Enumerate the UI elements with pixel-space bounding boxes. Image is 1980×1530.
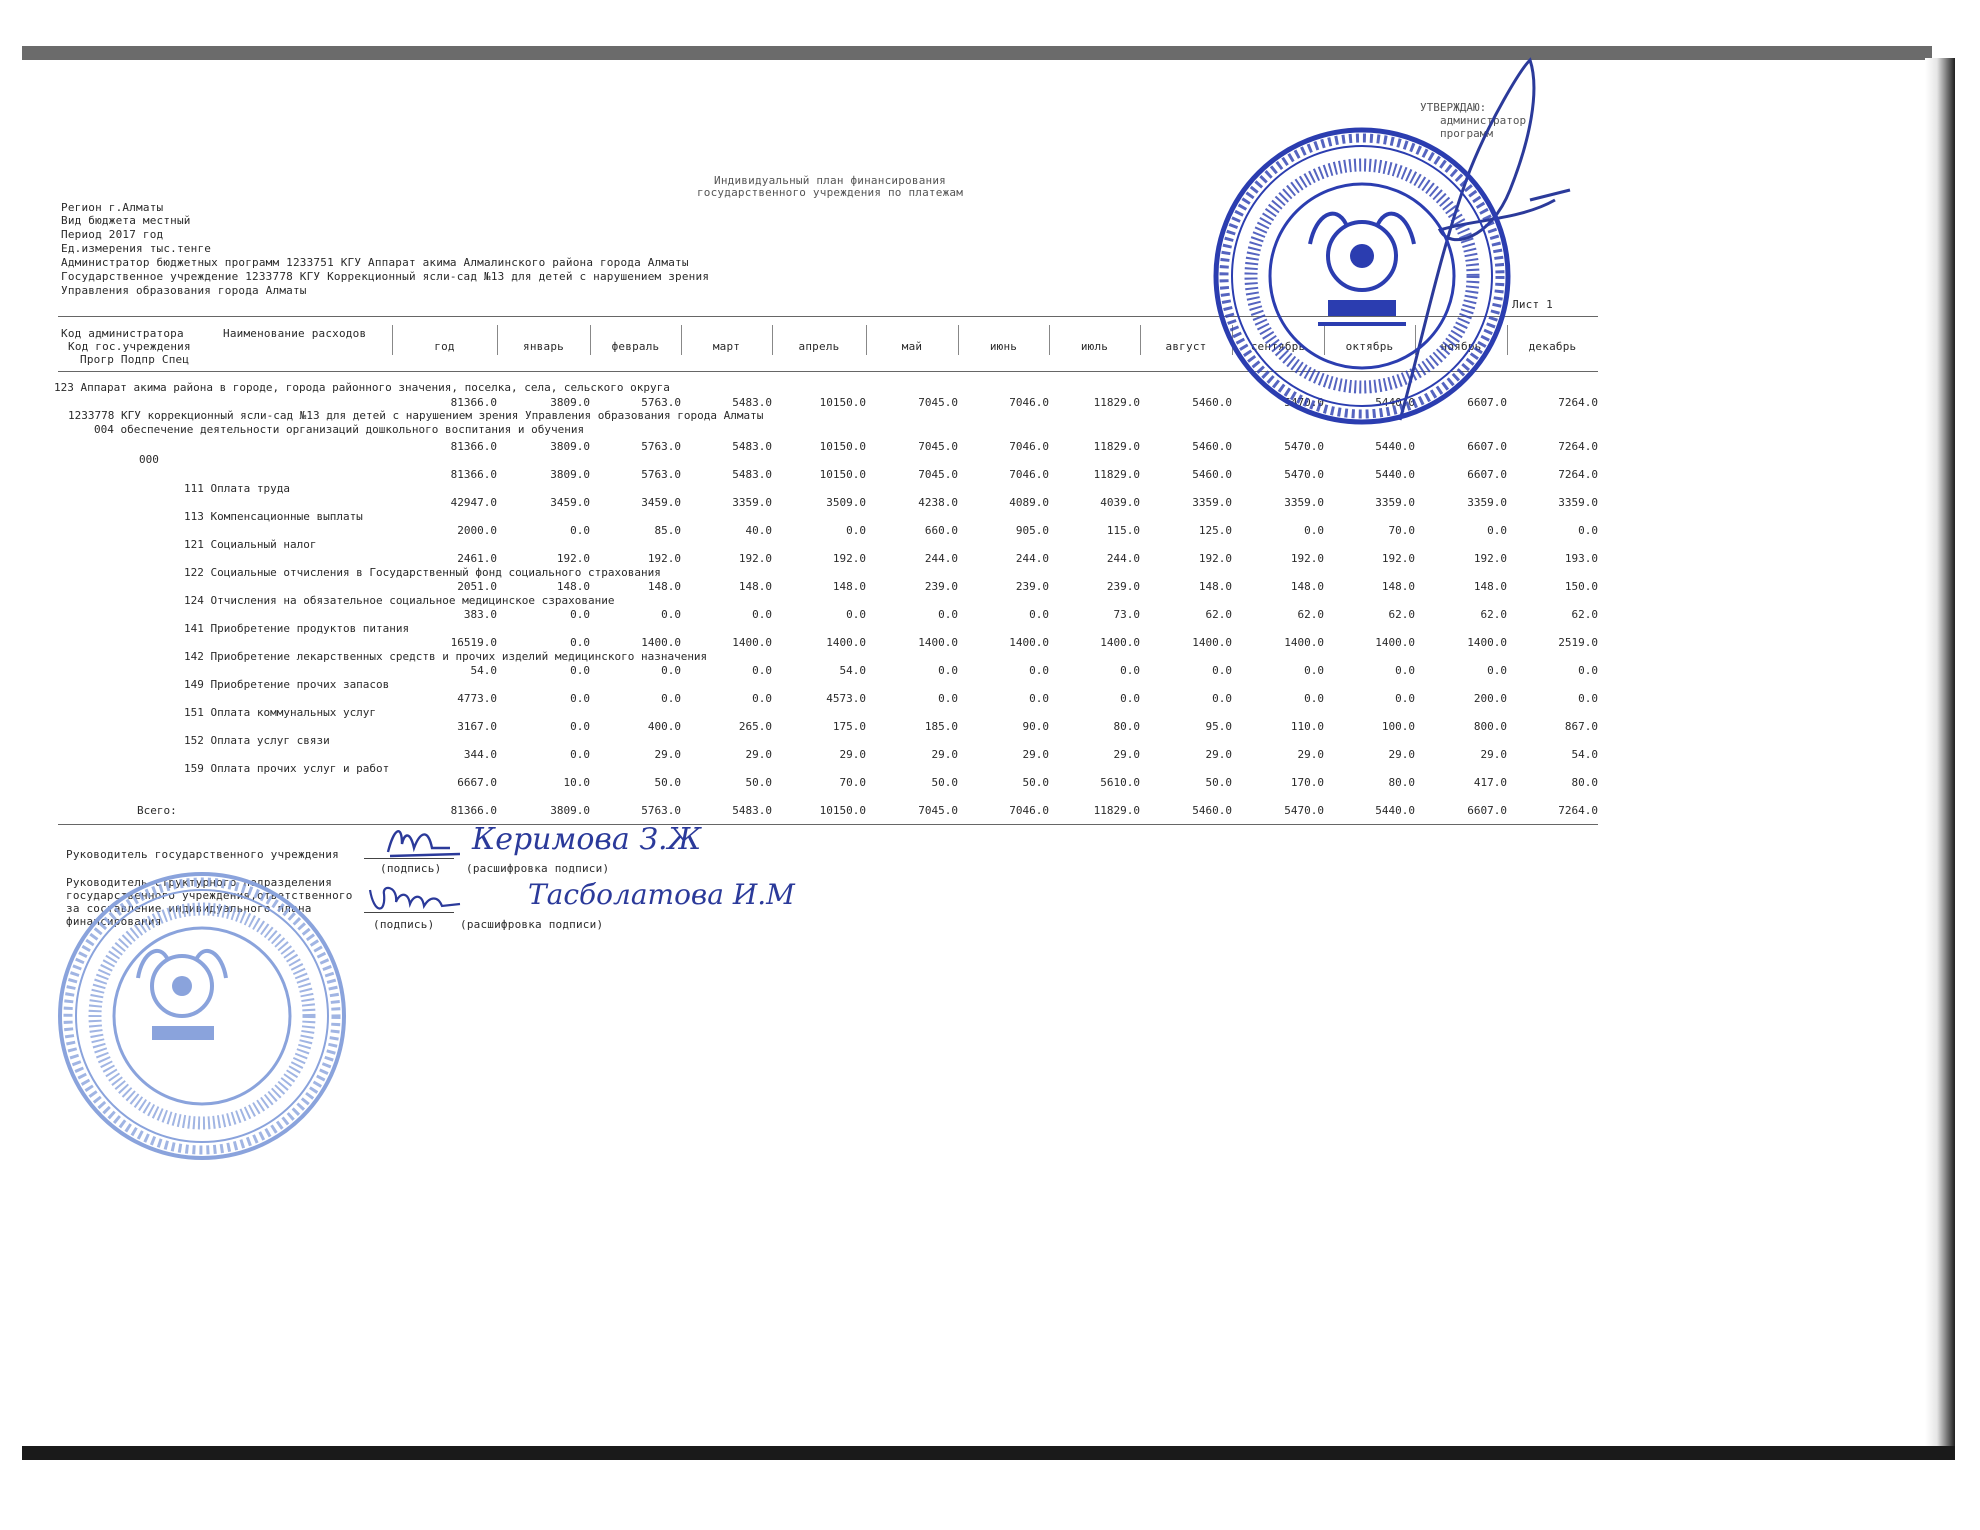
table-cell: 1400.0 (1009, 636, 1049, 649)
table-cell: 1400.0 (1467, 636, 1507, 649)
expense-label: 113 Компенсационные выплаты (184, 510, 363, 523)
table-cell: 192.0 (1473, 552, 1507, 565)
table-cell: 0.0 (570, 664, 590, 677)
table-cell: 80.0 (1113, 720, 1140, 733)
table-cell: 7264.0 (1558, 396, 1598, 409)
table-cell: 81366.0 (450, 440, 497, 453)
table-cell: 54.0 (470, 664, 497, 677)
table-cell: 660.0 (924, 524, 958, 537)
table-cell: 344.0 (463, 748, 497, 761)
table-cell: 0.0 (846, 608, 866, 621)
table-cell: 192.0 (738, 552, 772, 565)
table-cell: 192.0 (556, 552, 590, 565)
head-podpis-caption: (подпись) (380, 862, 442, 875)
table-cell: 0.0 (570, 608, 590, 621)
table-cell: 29.0 (745, 748, 772, 761)
table-cell: 29.0 (839, 748, 866, 761)
table-cell: 148.0 (832, 580, 866, 593)
resp-rasshifrovka-caption: (расшифровка подписи) (460, 918, 604, 931)
table-cell: 11829.0 (1093, 804, 1140, 817)
table-cell: 11829.0 (1093, 396, 1140, 409)
table-cell: 0.0 (1395, 692, 1415, 705)
table-cell: 5763.0 (641, 468, 681, 481)
table-cell: 40.0 (745, 524, 772, 537)
head-label: Руководитель государственного учреждения (66, 848, 339, 861)
table-cell: 0.0 (1304, 692, 1324, 705)
table-cell: 5440.0 (1375, 440, 1415, 453)
table-cell: 3809.0 (550, 804, 590, 817)
table-cell: 905.0 (1015, 524, 1049, 537)
table-row (0, 468, 1620, 482)
table-cell: 800.0 (1473, 720, 1507, 733)
section-institution: 1233778 КГУ коррекционный ясли-сад №13 для детей с нарушением зрения Управления образования города Алматы (68, 409, 764, 422)
table-cell: 7264.0 (1558, 468, 1598, 481)
table-cell: 2461.0 (457, 552, 497, 565)
header-code-admin: Код администратора (61, 327, 184, 340)
table-cell: 0.0 (661, 608, 681, 621)
table-cell: 5440.0 (1375, 804, 1415, 817)
meta-admin: Администратор бюджетных программ 1233751 КГУ Аппарат акима Алмалинского района города Алматы (61, 256, 689, 269)
table-cell: 2051.0 (457, 580, 497, 593)
table-cell: 3809.0 (550, 440, 590, 453)
table-cell: 10150.0 (819, 396, 866, 409)
table-cell: 1400.0 (1192, 636, 1232, 649)
table-cell: 50.0 (931, 776, 958, 789)
table-row (0, 496, 1620, 510)
head-rasshifrovka-caption: (расшифровка подписи) (466, 862, 610, 875)
meta-unit: Ед.измерения тыс.тенге (61, 242, 212, 255)
table-cell: 54.0 (839, 664, 866, 677)
table-cell: 62.0 (1297, 608, 1324, 621)
table-cell: 95.0 (1205, 720, 1232, 733)
official-seal-top (1210, 124, 1514, 428)
head-name-handwritten: Керимова З.Ж (472, 822, 702, 857)
table-cell: 7264.0 (1558, 440, 1598, 453)
expense-label: 149 Приобретение прочих запасов (184, 678, 390, 691)
table-cell: 0.0 (1487, 664, 1507, 677)
expense-label: 124 Отчисления на обязательное социальное медицинское сзрахование (184, 594, 615, 607)
table-cell: 193.0 (1564, 552, 1598, 565)
table-cell: 0.0 (1120, 664, 1140, 677)
header-column-8: август (1165, 340, 1207, 353)
table-cell: 80.0 (1388, 776, 1415, 789)
scan-bottom-edge (22, 1446, 1955, 1460)
table-cell: 5763.0 (641, 804, 681, 817)
table-row (0, 608, 1620, 622)
table-cell: 125.0 (1198, 524, 1232, 537)
header-column-3: март (712, 340, 741, 353)
table-cell: 148.0 (1198, 580, 1232, 593)
header-column-12: декабрь (1528, 340, 1577, 353)
table-cell: 62.0 (1480, 608, 1507, 621)
table-cell: 29.0 (1022, 748, 1049, 761)
resp-label-3: за составление индивидуального плана (66, 902, 312, 915)
table-cell: 244.0 (1015, 552, 1049, 565)
table-cell: 0.0 (1120, 692, 1140, 705)
table-cell: 5483.0 (732, 468, 772, 481)
table-cell: 192.0 (647, 552, 681, 565)
table-row (0, 720, 1620, 734)
resp-label-4: финансирования (66, 915, 162, 928)
table-cell: 50.0 (1205, 776, 1232, 789)
table-cell: 3359.0 (1467, 496, 1507, 509)
table-cell: 3359.0 (1375, 496, 1415, 509)
meta-institution-2: Управления образования города Алматы (61, 284, 307, 297)
header-column-1: январь (523, 340, 564, 353)
table-cell: 1400.0 (641, 636, 681, 649)
table-cell: 148.0 (556, 580, 590, 593)
section-administrator: 123 Аппарат акима района в городе, города районного значения, поселка, села, сельского округа (54, 381, 670, 394)
table-cell: 1400.0 (826, 636, 866, 649)
resp-label-2: государственного учреждения,ответственного (66, 889, 353, 902)
table-cell: 100.0 (1381, 720, 1415, 733)
table-cell: 244.0 (1106, 552, 1140, 565)
table-cell: 29.0 (1388, 748, 1415, 761)
table-cell: 148.0 (1381, 580, 1415, 593)
table-cell: 0.0 (570, 524, 590, 537)
resp-name-handwritten: Тасболатова И.М (528, 878, 795, 911)
expense-label: 152 Оплата услуг связи (184, 734, 330, 747)
resp-podpis-caption: (подпись) (373, 918, 435, 931)
header-column-6: июнь (989, 340, 1018, 353)
table-cell: 3359.0 (1284, 496, 1324, 509)
table-cell: 42947.0 (450, 496, 497, 509)
table-cell: 0.0 (570, 636, 590, 649)
table-cell: 6667.0 (457, 776, 497, 789)
table-cell: 4089.0 (1009, 496, 1049, 509)
table-cell: 175.0 (832, 720, 866, 733)
table-row (0, 524, 1620, 538)
table-cell: 10150.0 (819, 440, 866, 453)
expense-label: 151 Оплата коммунальных услуг (184, 706, 377, 719)
approve-line3: программ (1440, 127, 1493, 140)
table-cell: 85.0 (654, 524, 681, 537)
header-program-codes: Прогр Подпр Спец (80, 353, 190, 366)
table-cell: 0.0 (1578, 692, 1598, 705)
total-bottom-rule (58, 824, 1598, 825)
header-code-institution: Код гос.учреждения (68, 340, 191, 353)
table-row (0, 748, 1620, 762)
table-cell: 0.0 (1029, 608, 1049, 621)
table-cell: 62.0 (1388, 608, 1415, 621)
table-cell: 5470.0 (1284, 804, 1324, 817)
resp-label-1: Руководитель структурного подразделения (66, 876, 333, 889)
table-cell: 148.0 (738, 580, 772, 593)
table-cell: 5470.0 (1284, 440, 1324, 453)
table-cell: 3459.0 (641, 496, 681, 509)
table-cell: 0.0 (570, 748, 590, 761)
table-cell: 29.0 (1297, 748, 1324, 761)
scan-top-edge (22, 46, 1932, 60)
table-cell: 0.0 (1578, 664, 1598, 677)
table-cell: 417.0 (1473, 776, 1507, 789)
table-cell: 5440.0 (1375, 396, 1415, 409)
table-row (0, 580, 1620, 594)
table-cell: 3809.0 (550, 396, 590, 409)
table-cell: 115.0 (1106, 524, 1140, 537)
table-cell: 3809.0 (550, 468, 590, 481)
table-cell: 4238.0 (918, 496, 958, 509)
table-cell: 5763.0 (641, 396, 681, 409)
table-cell: 29.0 (1480, 748, 1507, 761)
table-cell: 170.0 (1290, 776, 1324, 789)
table-cell: 1400.0 (1284, 636, 1324, 649)
approve-line2: администратор (1440, 114, 1527, 127)
table-cell: 7045.0 (918, 396, 958, 409)
table-cell: 0.0 (1578, 524, 1598, 537)
table-cell: 4039.0 (1100, 496, 1140, 509)
table-cell: 383.0 (463, 608, 497, 621)
table-cell: 185.0 (924, 720, 958, 733)
total-label: Всего: (137, 804, 177, 817)
table-cell: 6607.0 (1467, 440, 1507, 453)
table-cell: 0.0 (752, 608, 772, 621)
table-cell: 5483.0 (732, 440, 772, 453)
section-program: 004 обеспечение деятельности организаций дошкольного воспитания и обучения (94, 423, 585, 436)
table-cell: 7046.0 (1009, 804, 1049, 817)
table-cell: 29.0 (931, 748, 958, 761)
header-column-2: февраль (611, 340, 660, 353)
table-cell: 5763.0 (641, 440, 681, 453)
table-cell: 244.0 (924, 552, 958, 565)
table-cell: 80.0 (1571, 776, 1598, 789)
header-column-0: год (434, 340, 455, 353)
table-cell: 10150.0 (819, 468, 866, 481)
table-cell: 148.0 (1473, 580, 1507, 593)
header-column-7: июль (1080, 340, 1109, 353)
table-cell: 70.0 (1388, 524, 1415, 537)
table-cell: 400.0 (647, 720, 681, 733)
meta-institution: Государственное учреждение 1233778 КГУ Коррекционный ясли-сад №13 для детей с нарушением зрения (61, 270, 710, 283)
table-cell: 265.0 (738, 720, 772, 733)
section-specifics: 000 (139, 453, 159, 466)
table-row (0, 664, 1620, 678)
expense-label: 122 Социальные отчисления в Государственный фонд социального страхования (184, 566, 661, 579)
table-cell: 3459.0 (550, 496, 590, 509)
table-cell: 10.0 (563, 776, 590, 789)
table-cell: 7045.0 (918, 804, 958, 817)
header-expense-name: Наименование расходов (223, 327, 367, 340)
sheet-number: Лист 1 (1512, 298, 1553, 311)
table-cell: 0.0 (570, 720, 590, 733)
table-cell: 0.0 (1304, 524, 1324, 537)
table-cell: 0.0 (846, 524, 866, 537)
table-cell: 0.0 (938, 664, 958, 677)
expense-label: 121 Социальный налог (184, 538, 317, 551)
table-cell: 7045.0 (918, 440, 958, 453)
table-cell: 0.0 (1029, 692, 1049, 705)
table-cell: 3167.0 (457, 720, 497, 733)
table-cell: 5460.0 (1192, 468, 1232, 481)
table-cell: 0.0 (1029, 664, 1049, 677)
table-cell: 0.0 (1487, 524, 1507, 537)
table-cell: 0.0 (661, 664, 681, 677)
header-column-9: сентябрь (1250, 340, 1306, 353)
meta-budget-type: Вид бюджета местный (61, 214, 191, 227)
table-cell: 150.0 (1564, 580, 1598, 593)
table-cell: 2000.0 (457, 524, 497, 537)
approve-line1: УТВЕРЖДАЮ: (1420, 101, 1487, 114)
table-cell: 5483.0 (732, 396, 772, 409)
table-cell: 81366.0 (450, 804, 497, 817)
table-cell: 5470.0 (1284, 396, 1324, 409)
table-cell: 4773.0 (457, 692, 497, 705)
table-cell: 29.0 (1205, 748, 1232, 761)
table-cell: 0.0 (1212, 692, 1232, 705)
table-cell: 81366.0 (450, 396, 497, 409)
table-cell: 5440.0 (1375, 468, 1415, 481)
table-cell: 11829.0 (1093, 440, 1140, 453)
table-cell: 148.0 (647, 580, 681, 593)
table-cell: 3359.0 (732, 496, 772, 509)
table-cell: 1400.0 (1375, 636, 1415, 649)
table-cell: 0.0 (752, 692, 772, 705)
table-cell: 7046.0 (1009, 440, 1049, 453)
table-cell: 867.0 (1564, 720, 1598, 733)
table-cell: 110.0 (1290, 720, 1324, 733)
table-cell: 62.0 (1571, 608, 1598, 621)
table-cell: 239.0 (924, 580, 958, 593)
table-row (0, 440, 1620, 454)
table-row (0, 692, 1620, 706)
table-cell: 0.0 (661, 692, 681, 705)
total-row (0, 804, 1620, 818)
table-cell: 5460.0 (1192, 804, 1232, 817)
table-cell: 0.0 (938, 692, 958, 705)
table-cell: 0.0 (938, 608, 958, 621)
table-cell: 54.0 (1571, 748, 1598, 761)
table-cell: 81366.0 (450, 468, 497, 481)
table-row (0, 776, 1620, 790)
table-cell: 7046.0 (1009, 396, 1049, 409)
table-cell: 29.0 (1113, 748, 1140, 761)
table-cell: 29.0 (654, 748, 681, 761)
meta-period: Период 2017 год (61, 228, 164, 241)
table-row (0, 636, 1620, 650)
table-cell: 6607.0 (1467, 396, 1507, 409)
resp-signature (364, 880, 474, 920)
expense-label: 159 Оплата прочих услуг и работ (184, 762, 390, 775)
table-cell: 6607.0 (1467, 804, 1507, 817)
table-cell: 50.0 (654, 776, 681, 789)
table-cell: 10150.0 (819, 804, 866, 817)
expense-label: 111 Оплата труда (184, 482, 290, 495)
table-cell: 239.0 (1106, 580, 1140, 593)
table-cell: 1400.0 (918, 636, 958, 649)
table-cell: 192.0 (1381, 552, 1415, 565)
table-cell: 200.0 (1473, 692, 1507, 705)
table-cell: 50.0 (1022, 776, 1049, 789)
table-cell: 3509.0 (826, 496, 866, 509)
table-cell: 148.0 (1290, 580, 1324, 593)
table-cell: 3359.0 (1192, 496, 1232, 509)
table-cell: 16519.0 (450, 636, 497, 649)
header-column-11: ноябрь (1440, 340, 1482, 353)
table-cell: 70.0 (839, 776, 866, 789)
doc-title-line1: Индивидуальный план финансирования (714, 174, 946, 187)
header-column-4: апрель (798, 340, 840, 353)
table-cell: 62.0 (1205, 608, 1232, 621)
table-cell: 3359.0 (1558, 496, 1598, 509)
table-cell: 1400.0 (732, 636, 772, 649)
official-seal-bottom (54, 868, 350, 1164)
table-cell: 4573.0 (826, 692, 866, 705)
table-cell: 7264.0 (1558, 804, 1598, 817)
meta-region: Регион г.Алматы (61, 201, 164, 214)
table-cell: 0.0 (1395, 664, 1415, 677)
table-cell: 5460.0 (1192, 396, 1232, 409)
table-cell: 5470.0 (1284, 468, 1324, 481)
table-cell: 73.0 (1113, 608, 1140, 621)
table-cell: 7046.0 (1009, 468, 1049, 481)
table-cell: 11829.0 (1093, 468, 1140, 481)
table-cell: 90.0 (1022, 720, 1049, 733)
table-cell: 5483.0 (732, 804, 772, 817)
table-cell: 0.0 (1304, 664, 1324, 677)
expense-label: 141 Приобретение продуктов питания (184, 622, 410, 635)
header-column-10: октябрь (1345, 340, 1394, 353)
expense-label: 142 Приобретение лекарственных средств и прочих изделий медицинского назначения (184, 650, 708, 663)
doc-title-line2: государственного учреждения по платежам (696, 186, 964, 199)
table-cell: 7045.0 (918, 468, 958, 481)
table-cell: 192.0 (1198, 552, 1232, 565)
header-column-5: май (901, 340, 923, 353)
table-cell: 6607.0 (1467, 468, 1507, 481)
table-row (0, 552, 1620, 566)
table-cell: 2519.0 (1558, 636, 1598, 649)
table-cell: 0.0 (1212, 664, 1232, 677)
table-cell: 0.0 (752, 664, 772, 677)
scan-right-edge (1925, 58, 1955, 1458)
table-cell: 50.0 (745, 776, 772, 789)
table-cell: 192.0 (1290, 552, 1324, 565)
table-cell: 5460.0 (1192, 440, 1232, 453)
table-cell: 239.0 (1015, 580, 1049, 593)
table-cell: 1400.0 (1100, 636, 1140, 649)
table-cell: 5610.0 (1100, 776, 1140, 789)
table-cell: 0.0 (570, 692, 590, 705)
table-cell: 192.0 (832, 552, 866, 565)
head-signature (380, 818, 470, 864)
